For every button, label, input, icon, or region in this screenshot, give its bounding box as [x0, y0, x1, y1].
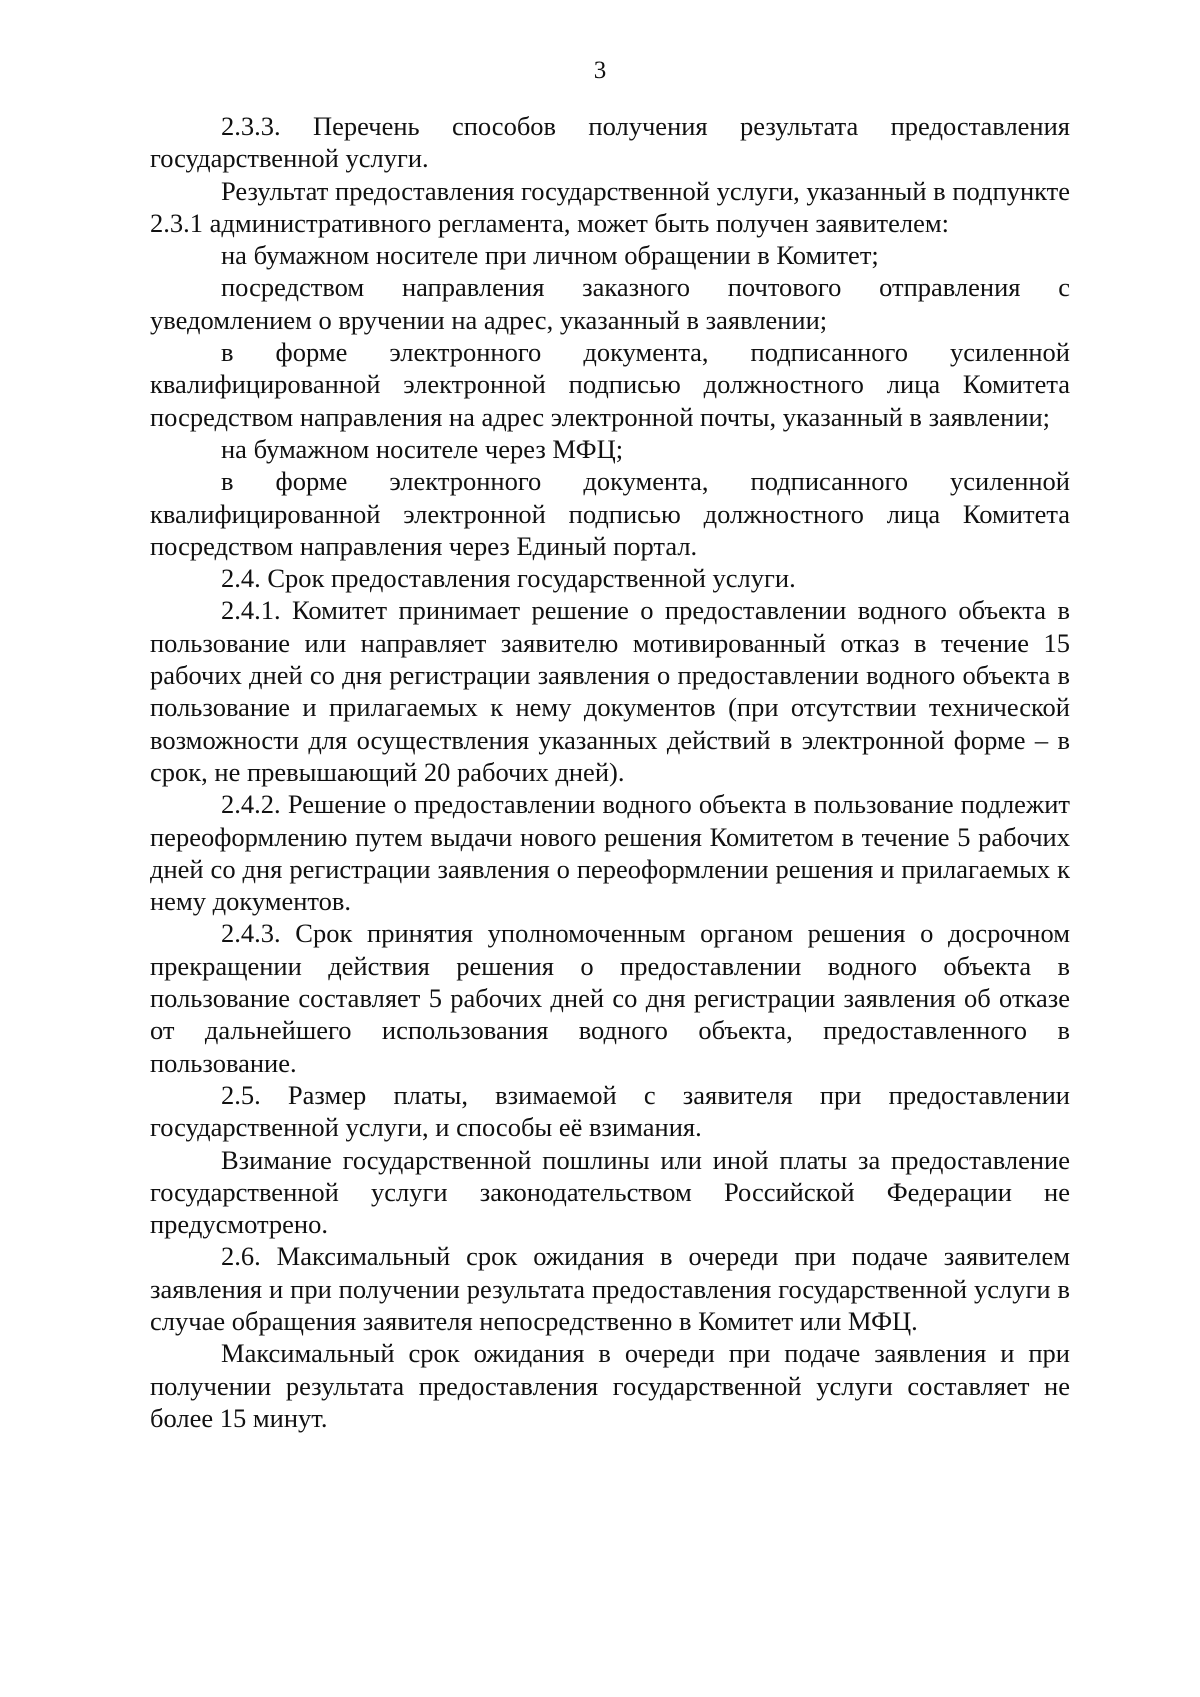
section-2-4-3: 2.4.3. Срок принятия уполномоченным органом решения о досрочном прекращении действия решения о предоставлении водного объекта в пользование составляет 5 рабочих дней со дня регистрации заявления об отказе от дальнейшего использования водного объекта, предоставленного в пользование. — [150, 918, 1070, 1078]
section-2-4-heading: 2.4. Срок предоставления государственной услуги. — [221, 563, 796, 594]
method-registered-mail: посредством направления заказного почтового отправления с уведомлением о вручении на адрес, указанный в заявлении; — [150, 272, 1070, 335]
method-paper-in-person: на бумажном носителе при личном обращении в Комитет; — [221, 240, 879, 271]
page-number: 3 — [593, 57, 607, 84]
method-electronic-portal: в форме электронного документа, подписанного усиленной квалифицированной электронной подписью должностного лица Комитета посредством направления через Единый портал. — [150, 466, 1070, 561]
queue-time-statement: Максимальный срок ожидания в очереди при подаче заявления и при получении результата предоставления государственной услуги составляет не более 15 минут. — [150, 1338, 1070, 1433]
result-obtaining-intro: Результат предоставления государственной услуги, указанный в подпункте 2.3.1 административного регламента, может быть получен заявителем: — [150, 175, 1070, 238]
section-2-6-heading: 2.6. Максимальный срок ожидания в очереди при подаче заявителем заявления и при получении результата предоставления государственной услуги в случае обращения заявителя непосредственно в Комитет или МФЦ. — [150, 1241, 1070, 1336]
fee-statement: Взимание государственной пошлины или иной платы за предоставление государственной услуги законодательством Российской Федерации не предусмотрено. — [150, 1144, 1070, 1240]
section-2-4-2: 2.4.2. Решение о предоставлении водного объекта в пользование подлежит переоформлению путем выдачи нового решения Комитетом в течение 5 рабочих дней со дня регистрации заявления о переоформлении решения и прилагаемых к нему документов. — [150, 789, 1070, 917]
document-body — [150, 110, 1070, 1434]
method-paper-mfc: на бумажном носителе через МФЦ; — [221, 433, 624, 464]
section-2-4-1: 2.4.1. Комитет принимает решение о предоставлении водного объекта в пользование или направляет заявителю мотивированный отказ в течение 15 рабочих дней со дня регистрации заявления о предоставлении водного объекта в пользование и прилагаемых к нему документов (при отсутствии технической возможности для осуществления указанных действий в электронной форме – в срок, не превышающий 20 рабочих дней). — [150, 595, 1070, 787]
section-2-5-heading: 2.5. Размер платы, взимаемой с заявителя при предоставлении государственной услуги, и способы её взимания. — [150, 1079, 1070, 1143]
section-2-3-3-heading: 2.3.3. Перечень способов получения результата предоставления государственной услуги. — [150, 111, 1070, 174]
method-electronic-email: в форме электронного документа, подписанного усиленной квалифицированной электронной подписью должностного лица Комитета посредством направления на адрес электронной почты, указанный в заявлении; — [150, 337, 1070, 432]
